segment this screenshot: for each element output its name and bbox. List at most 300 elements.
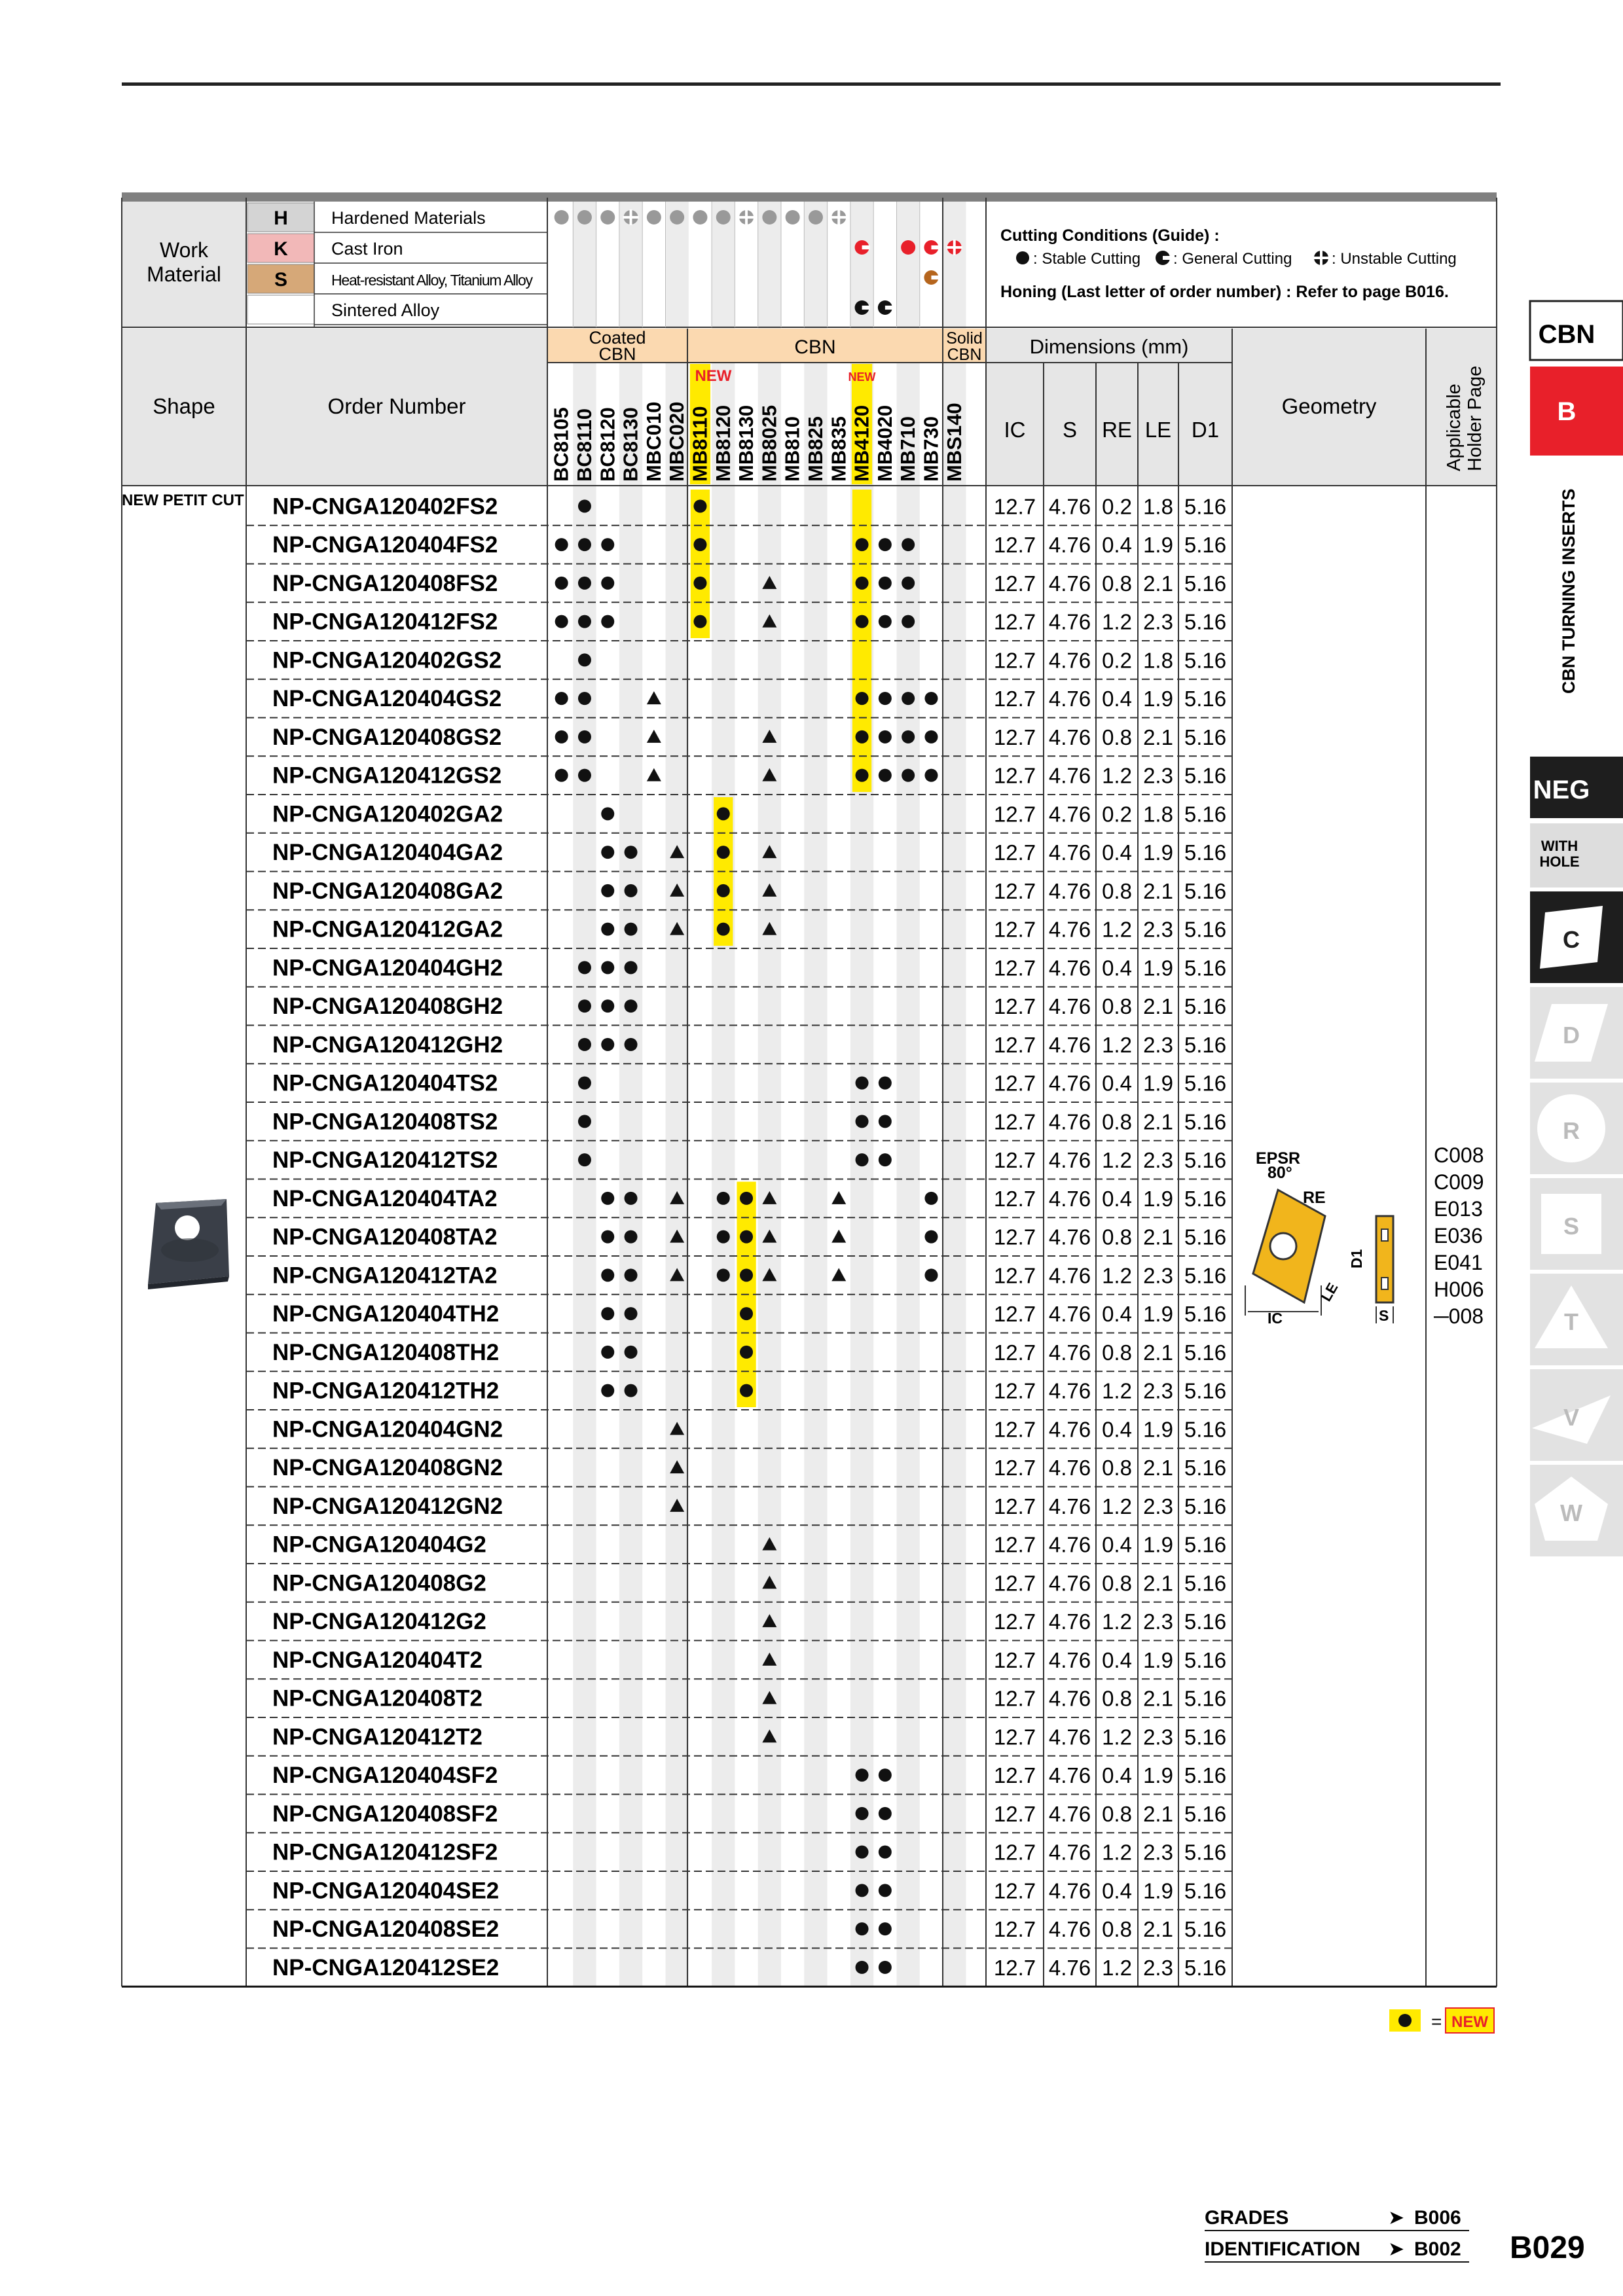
shape-tab-letter: D (1563, 1022, 1580, 1049)
dimension-value: 12.7 (993, 1917, 1036, 1942)
dimension-value: 4.76 (1048, 1263, 1091, 1288)
unstable-cutting-mark (739, 209, 754, 225)
stable-cutting-mark (716, 210, 731, 224)
stable-cutting-mark (902, 577, 915, 590)
dimension-value: 1.9 (1143, 840, 1173, 865)
dimension-value: 2.1 (1143, 1456, 1173, 1480)
dimension-value: 0.4 (1102, 1186, 1132, 1211)
grade-header: MB730 (919, 416, 943, 482)
stable-cutting-mark (717, 1192, 730, 1205)
side-tabs (1530, 301, 1623, 1556)
dimension-value: 4.76 (1048, 609, 1091, 634)
dimension-value: 5.16 (1184, 1647, 1227, 1672)
dimension-value: 12.7 (993, 763, 1036, 788)
shape-tab-letter: T (1564, 1308, 1578, 1335)
re-label: RE (1303, 1189, 1326, 1207)
dimension-value: 12.7 (993, 1186, 1036, 1211)
stable-cutting-mark (856, 1846, 869, 1859)
cutting-conditions (1000, 226, 1457, 301)
dimension-value: 2.1 (1143, 725, 1173, 749)
dimension-value: 12.7 (993, 1225, 1036, 1249)
dimension-value: 12.7 (993, 1840, 1036, 1865)
dimension-value: 12.7 (993, 609, 1036, 634)
stable-cutting-mark (902, 692, 915, 705)
dimension-value: 1.9 (1143, 1071, 1173, 1096)
stable-cutting-mark (762, 210, 776, 224)
grade-header: MB825 (803, 416, 827, 482)
dimension-value: 5.16 (1184, 956, 1227, 980)
stable-cutting-mark (879, 1961, 892, 1974)
tab-with-hole-1: WITH (1541, 838, 1578, 854)
dimension-value: 12.7 (993, 1263, 1036, 1288)
grade-marks (555, 499, 938, 1974)
epsr-label: EPSR (1256, 1149, 1301, 1168)
dimension-value: 1.9 (1143, 1878, 1173, 1903)
dimension-value: 1.9 (1143, 1417, 1173, 1442)
dimension-value: 12.7 (993, 1378, 1036, 1403)
stable-cutting-mark (786, 210, 800, 224)
stable-cutting-mark (555, 210, 569, 224)
dimension-value: 12.7 (993, 878, 1036, 903)
holder-page-ref[interactable]: H006 (1434, 1278, 1484, 1301)
stable-cutting-mark (601, 884, 614, 897)
shape-tab-letter: C (1563, 926, 1580, 953)
stable-cutting-mark (578, 999, 591, 1013)
dimension-value: 12.7 (993, 1456, 1036, 1480)
dimension-value: 0.8 (1102, 1571, 1132, 1596)
stable-cutting-mark (555, 615, 568, 628)
general-cutting-mark (878, 300, 893, 315)
page-number: B029 (1510, 2231, 1585, 2265)
tab-with-hole-2: HOLE (1539, 853, 1580, 870)
material-name: Hardened Materials (331, 208, 486, 228)
cutting-conditions-title: Cutting Conditions (Guide) : (1000, 226, 1220, 245)
stable-cutting-mark (856, 538, 869, 551)
stable-cutting-mark (879, 692, 892, 705)
stable-cutting-mark (740, 1384, 753, 1397)
general-cutting-triangle (831, 1230, 846, 1243)
dimension-value: 5.16 (1184, 917, 1227, 942)
stable-cutting-mark (879, 1077, 892, 1090)
geometry-drawing (1245, 1149, 1393, 1327)
material-name: Sintered Alloy (331, 300, 440, 320)
dimension-value: 1.2 (1102, 1148, 1132, 1173)
order-number: NP-CNGA120408GH2 (272, 994, 503, 1020)
grade-header: BC8130 (619, 407, 642, 482)
dimension-value: 0.4 (1102, 1763, 1132, 1788)
order-number: NP-CNGA120408TS2 (272, 1109, 498, 1135)
dimension-value: 0.8 (1102, 725, 1132, 749)
dimensions-header: Dimensions (mm) (1029, 335, 1189, 358)
stable-cutting-mark (879, 615, 892, 628)
coated-cbn-header-1: Coated (589, 328, 646, 348)
tab-shape-t[interactable] (1530, 1274, 1623, 1365)
dimension-value: 0.4 (1102, 1302, 1132, 1327)
dimension-value: 12.7 (993, 994, 1036, 1019)
stable-cutting-mark (924, 1230, 938, 1244)
d1-label: D1 (1348, 1249, 1365, 1268)
order-number: NP-CNGA120408FS2 (272, 570, 498, 596)
holder-page-ref[interactable]: ─008 (1434, 1304, 1484, 1328)
stable-cutting-mark (625, 1384, 638, 1397)
dimension-value: 4.76 (1048, 1109, 1091, 1134)
dimension-value: 12.7 (993, 1686, 1036, 1711)
grade-header: MB835 (827, 416, 850, 482)
dimension-value: 1.9 (1143, 1302, 1173, 1327)
stable-cutting-mark (856, 1153, 869, 1166)
dimension-value: 0.8 (1102, 994, 1132, 1019)
order-number: NP-CNGA120412GN2 (272, 1493, 503, 1519)
stable-cutting-mark (740, 1230, 753, 1244)
dimension-value: 12.7 (993, 802, 1036, 827)
stable-cutting-mark (693, 538, 706, 551)
dimension-value: 12.7 (993, 571, 1036, 596)
dimension-value: 4.76 (1048, 687, 1091, 711)
stable-cutting-mark (601, 1268, 614, 1282)
shape-tab-letter: W (1560, 1499, 1582, 1526)
dimension-value: 4.76 (1048, 494, 1091, 519)
dimension-value: 1.2 (1102, 917, 1132, 942)
tab-shape-v[interactable] (1530, 1369, 1623, 1461)
dimension-value: 4.76 (1048, 1417, 1091, 1442)
holder-page-ref[interactable]: C008 (1434, 1143, 1484, 1167)
stable-cutting-mark (578, 1038, 591, 1051)
cbn-header: CBN (794, 336, 836, 358)
dimension-value: 5.16 (1184, 763, 1227, 788)
dimension-value: 5.16 (1184, 1494, 1227, 1518)
dimension-value: 5.16 (1184, 1148, 1227, 1173)
dimension-value: 12.7 (993, 687, 1036, 711)
dimension-value: 5.16 (1184, 1571, 1227, 1596)
stable-cutting-mark (717, 884, 730, 897)
dimension-value: 5.16 (1184, 994, 1227, 1019)
dimension-value: 5.16 (1184, 1801, 1227, 1826)
dimension-value: 12.7 (993, 533, 1036, 558)
dimension-value: 2.3 (1143, 1148, 1173, 1173)
dimension-header: IC (1004, 418, 1026, 442)
dimension-value: 0.4 (1102, 1647, 1132, 1672)
solid-cbn-header-1: Solid (946, 329, 983, 348)
dimension-value: 0.4 (1102, 1532, 1132, 1557)
material-name: Heat-resistant Alloy, Titanium Alloy (331, 272, 533, 289)
stable-cutting-mark (879, 1884, 892, 1897)
dimension-value: 2.1 (1143, 571, 1173, 596)
dimension-value: 5.16 (1184, 648, 1227, 673)
stable-cutting-mark (856, 692, 869, 705)
dimension-value: 4.76 (1048, 917, 1091, 942)
stable-cutting-mark (601, 1346, 614, 1359)
dimension-value: 1.9 (1143, 1647, 1173, 1672)
tab-shape-d[interactable] (1530, 987, 1623, 1079)
order-number: NP-CNGA120402FS2 (272, 493, 498, 520)
shape-tab-letter: V (1563, 1404, 1580, 1431)
grade-header: MB8130 (735, 404, 758, 482)
stable-cutting-mark (902, 769, 915, 782)
order-number: NP-CNGA120404TS2 (272, 1070, 498, 1096)
order-number: NP-CNGA120412T2 (272, 1724, 483, 1750)
tab-shape-r[interactable] (1530, 1083, 1623, 1174)
holder-page-ref[interactable]: E036 (1434, 1224, 1483, 1247)
dimension-value: 4.76 (1048, 533, 1091, 558)
grades-ref-label: GRADES (1205, 2207, 1289, 2229)
dimension-value: 5.16 (1184, 1263, 1227, 1288)
stable-cutting-mark (924, 1268, 938, 1282)
stable-cutting-mark (625, 1038, 638, 1051)
dimension-value: 1.2 (1102, 1378, 1132, 1403)
dimension-value: 12.7 (993, 1071, 1036, 1096)
dimension-value: 12.7 (993, 1647, 1036, 1672)
dimension-value: 1.9 (1143, 1763, 1173, 1788)
stable-cutting-mark (902, 615, 915, 628)
dimension-value: 12.7 (993, 1494, 1036, 1518)
dimension-value: 4.76 (1048, 1955, 1091, 1980)
ic-label: IC (1267, 1310, 1283, 1327)
stable-cutting-mark (601, 1307, 614, 1320)
dimension-value: 4.76 (1048, 1148, 1091, 1173)
dimension-value: 0.4 (1102, 840, 1132, 865)
stable-cutting-mark (693, 615, 706, 628)
dimension-value: 0.4 (1102, 956, 1132, 980)
dimension-value: 2.3 (1143, 1725, 1173, 1749)
stable-cutting-mark (717, 1230, 730, 1244)
tab-neg[interactable]: NEG (1533, 776, 1590, 804)
stable-cutting-mark (717, 1268, 730, 1282)
stable-cutting-mark (901, 240, 915, 255)
stable-cutting-mark (625, 999, 638, 1013)
order-number: NP-CNGA120412SE2 (272, 1954, 500, 1981)
dimension-value: 4.76 (1048, 1686, 1091, 1711)
order-number: NP-CNGA120404FS2 (272, 532, 498, 558)
dimension-value: 2.3 (1143, 917, 1173, 942)
material-code: K (274, 238, 288, 260)
dimension-value: 2.1 (1143, 994, 1173, 1019)
general-cutting-mark (924, 270, 939, 285)
tab-shape-c[interactable] (1530, 891, 1623, 983)
stable-cutting-mark (879, 1768, 892, 1782)
material-code: S (274, 269, 288, 291)
order-number: NP-CNGA120404SE2 (272, 1878, 500, 1904)
stable-cutting-mark (555, 769, 568, 782)
stable-cutting-mark (924, 1192, 938, 1205)
stable-cutting-mark (856, 1884, 869, 1897)
dimension-value: 0.4 (1102, 533, 1132, 558)
dimension-value: 0.8 (1102, 571, 1132, 596)
stable-cutting-mark (717, 923, 730, 936)
le-label: LE (1317, 1280, 1341, 1304)
dimension-value: 5.16 (1184, 1225, 1227, 1249)
dimension-value: 4.76 (1048, 1840, 1091, 1865)
stable-cutting-mark (740, 1268, 753, 1282)
dimension-value: 5.16 (1184, 1378, 1227, 1403)
dimension-value: 0.8 (1102, 1917, 1132, 1942)
order-number: NP-CNGA120404GA2 (272, 840, 503, 866)
dimension-value: 5.16 (1184, 609, 1227, 634)
stable-cutting-mark (601, 807, 614, 820)
dimension-value: 4.76 (1048, 1647, 1091, 1672)
holder-page-header-2: Holder Page (1465, 365, 1486, 471)
order-number: NP-CNGA120408TA2 (272, 1224, 498, 1250)
dimension-value: 2.3 (1143, 1494, 1173, 1518)
dimension-value: 1.2 (1102, 1609, 1132, 1634)
stable-cutting-mark (601, 538, 614, 551)
dimension-value: 5.16 (1184, 1071, 1227, 1096)
tab-shape-s[interactable] (1530, 1178, 1623, 1270)
dimension-value: 5.16 (1184, 1725, 1227, 1749)
stable-cutting-mark (578, 769, 591, 782)
stable-cutting-mark (601, 1192, 614, 1205)
dimension-value: 12.7 (993, 917, 1036, 942)
stable-cutting-mark (601, 577, 614, 590)
dimension-value: 4.76 (1048, 840, 1091, 865)
shape-header: Shape (153, 394, 215, 418)
dimension-value: 4.76 (1048, 1878, 1091, 1903)
dimension-header: LE (1144, 418, 1172, 442)
dimension-value: 2.1 (1143, 1571, 1173, 1596)
grade-header: MB8025 (757, 404, 781, 482)
dimension-value: 12.7 (993, 1801, 1036, 1826)
stable-cutting-mark (601, 999, 614, 1013)
stable-cutting-mark (578, 692, 591, 705)
stable-cutting-mark (879, 538, 892, 551)
stable-cutting-mark (625, 1230, 638, 1244)
tab-shape-w[interactable] (1530, 1465, 1623, 1556)
grade-header: MB4120 (850, 404, 873, 482)
order-number: NP-CNGA120408SF2 (272, 1801, 498, 1827)
stable-cutting-mark (856, 1961, 869, 1974)
order-number-header: Order Number (327, 394, 466, 418)
dimension-value: 5.16 (1184, 1840, 1227, 1865)
dimension-value: 4.76 (1048, 994, 1091, 1019)
dimension-value: 5.16 (1184, 1186, 1227, 1211)
stable-cutting-mark (578, 615, 591, 628)
stable-cutting-mark (670, 210, 684, 224)
new-legend (1389, 2008, 1494, 2033)
dimension-value: 1.2 (1102, 609, 1132, 634)
dimension-value: 12.7 (993, 1148, 1036, 1173)
dimension-value: 12.7 (993, 1609, 1036, 1634)
stable-cutting-mark (879, 1807, 892, 1820)
dimension-value: 5.16 (1184, 802, 1227, 827)
dimension-value: 1.9 (1143, 956, 1173, 980)
dimension-value: 12.7 (993, 1878, 1036, 1903)
dimension-value: 5.16 (1184, 1609, 1227, 1634)
stable-cutting-mark (578, 1153, 591, 1166)
dimension-value: 0.8 (1102, 1340, 1132, 1365)
dimension-value: 2.1 (1143, 1801, 1173, 1826)
stable-cutting-mark (924, 769, 938, 782)
stable-cutting-mark (856, 1115, 869, 1128)
footer (1205, 2207, 1585, 2265)
dimension-value: 5.16 (1184, 1686, 1227, 1711)
stable-cutting-mark (740, 1192, 753, 1205)
stable-cutting-mark (577, 210, 592, 224)
stable-cutting-mark (578, 1077, 591, 1090)
dimension-value: 2.3 (1143, 763, 1173, 788)
dimension-header: S (1062, 418, 1078, 442)
order-number: NP-CNGA120412SF2 (272, 1839, 498, 1865)
dimension-value: 2.3 (1143, 1955, 1173, 1980)
holder-page-ref[interactable]: C009 (1434, 1170, 1484, 1194)
dimension-value: 12.7 (993, 1417, 1036, 1442)
dimension-value: 4.76 (1048, 1032, 1091, 1057)
dimension-value: 5.16 (1184, 1417, 1227, 1442)
dimension-value: 0.8 (1102, 1109, 1132, 1134)
order-number: NP-CNGA120404GS2 (272, 686, 502, 712)
grade-header: MB810 (780, 416, 804, 482)
dimension-value: 12.7 (993, 956, 1036, 980)
tab-b[interactable]: B (1557, 397, 1577, 426)
dimension-value: 4.76 (1048, 1186, 1091, 1211)
stable-cutting-mark (625, 1268, 638, 1282)
applicable-holder-pages (1433, 1143, 1484, 1328)
dimension-value: 12.7 (993, 494, 1036, 519)
stable-cutting-mark (879, 577, 892, 590)
identification-ref-page: B002 (1414, 2238, 1461, 2260)
shape-tab-letter: R (1563, 1117, 1580, 1144)
dimension-value: 0.4 (1102, 687, 1132, 711)
dimension-value: 1.9 (1143, 533, 1173, 558)
stable-cutting-mark (601, 615, 614, 628)
order-number: NP-CNGA120408SE2 (272, 1916, 500, 1943)
dimension-value: 2.1 (1143, 1917, 1173, 1942)
stable-cutting-mark (601, 1038, 614, 1051)
order-number: NP-CNGA120404TH2 (272, 1301, 500, 1327)
holder-page-ref[interactable]: E013 (1434, 1197, 1483, 1221)
identification-ref-label: IDENTIFICATION (1205, 2238, 1360, 2260)
order-number: NP-CNGA120408TH2 (272, 1339, 500, 1365)
dimension-value: 5.16 (1184, 1955, 1227, 1980)
stable-cutting-mark (601, 961, 614, 974)
dimension-value: 12.7 (993, 1032, 1036, 1057)
stable-cutting-mark (625, 961, 638, 974)
holder-page-ref[interactable]: E041 (1434, 1251, 1483, 1274)
work-material-label-2: Material (147, 262, 221, 286)
dimension-value: 4.76 (1048, 1571, 1091, 1596)
grade-header: MBC020 (665, 401, 689, 482)
coated-cbn-header-2: CBN (598, 344, 636, 364)
tab-cbn[interactable]: CBN (1538, 320, 1596, 349)
dimension-value: 4.76 (1048, 1763, 1091, 1788)
dimension-value: 1.8 (1143, 494, 1173, 519)
dimension-value: 4.76 (1048, 1609, 1091, 1634)
dimension-value: 12.7 (993, 1763, 1036, 1788)
dimension-value: 1.9 (1143, 1186, 1173, 1211)
dimension-value: 5.16 (1184, 840, 1227, 865)
dimension-value: 0.8 (1102, 1801, 1132, 1826)
order-number: NP-CNGA120404G2 (272, 1532, 486, 1558)
general-cutting-icon (1156, 251, 1171, 265)
stable-cutting-mark (555, 730, 568, 744)
dimension-value: 2.1 (1143, 878, 1173, 903)
order-number: NP-CNGA120404T2 (272, 1647, 483, 1673)
stable-cutting-mark (856, 1807, 869, 1820)
general-cutting-triangle (647, 730, 661, 743)
stable-cutting-mark (625, 923, 638, 936)
stable-cutting-mark (879, 1153, 892, 1166)
dimension-value: 5.16 (1184, 1532, 1227, 1557)
stable-cutting-mark (717, 846, 730, 859)
insert-photo (148, 1199, 229, 1289)
stable-cutting-mark (578, 1115, 591, 1128)
stable-cutting-mark (740, 1346, 753, 1359)
stable-cutting-mark (856, 577, 869, 590)
stable-cutting-mark (879, 1922, 892, 1935)
stable-cutting-mark (601, 923, 614, 936)
unstable-cutting-mark (831, 209, 847, 225)
s-label: S (1379, 1307, 1389, 1324)
general-cutting-triangle (647, 768, 661, 781)
dimension-value: 0.4 (1102, 1417, 1132, 1442)
